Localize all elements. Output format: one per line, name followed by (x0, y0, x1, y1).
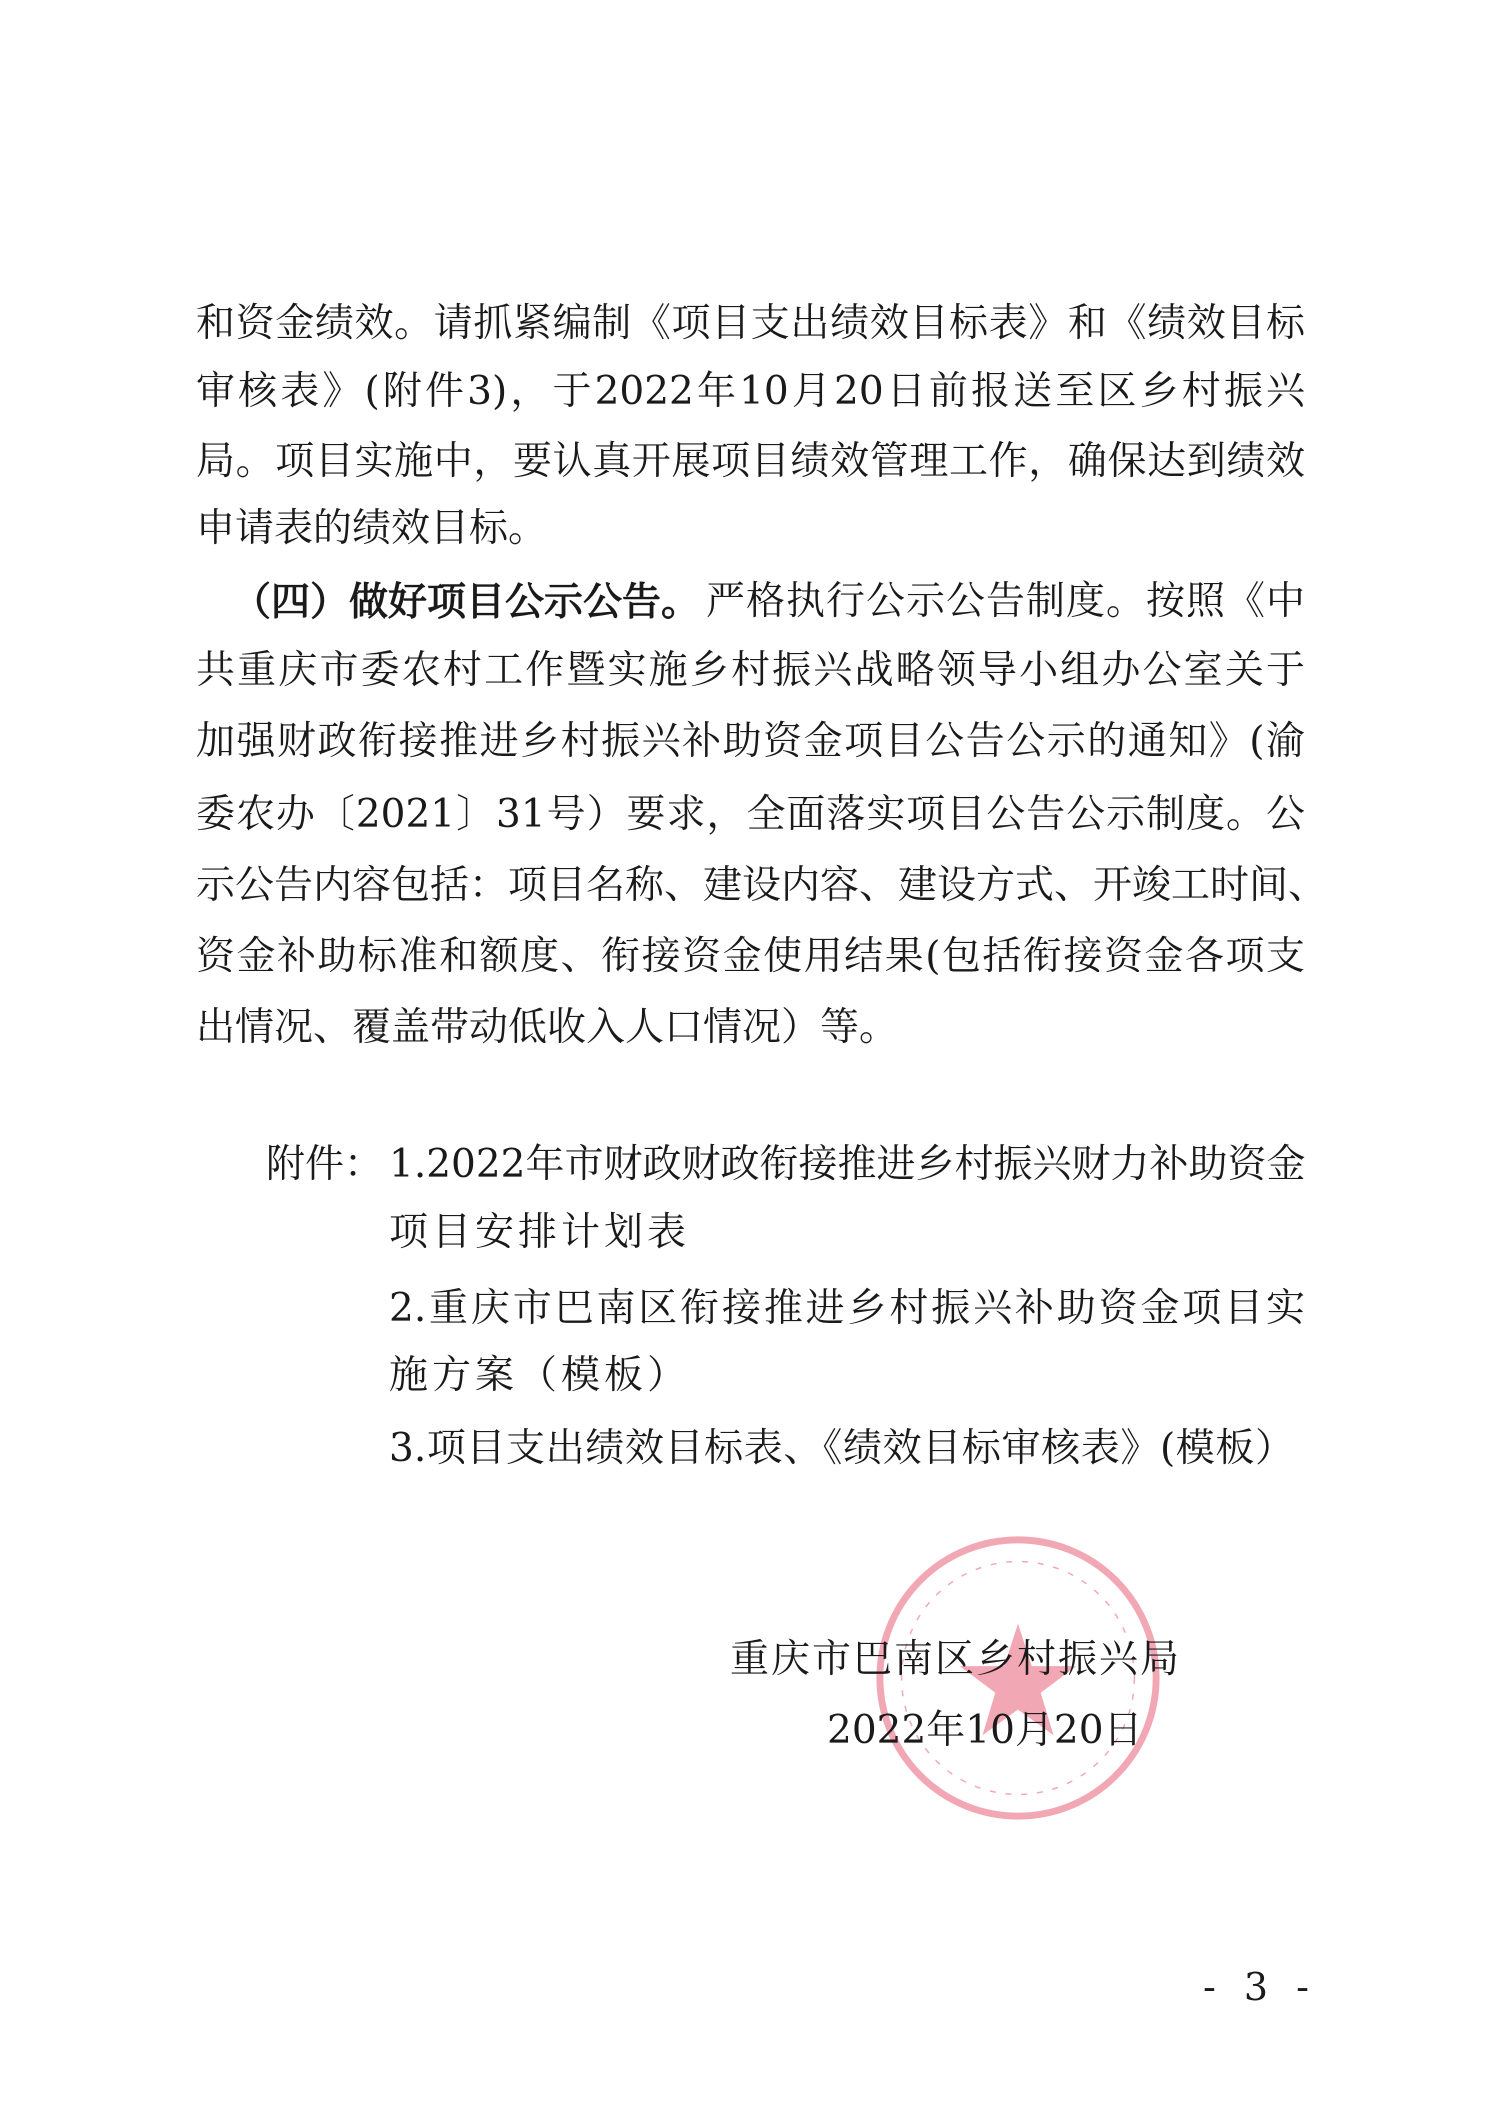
text-line: 审核表》(附件3)，于2022年10月20日前报送至区乡村振兴 (196, 369, 1305, 414)
text-line: 示公告内容包括：项目名称、建设内容、建设方式、开竣工时间、 (196, 863, 1328, 908)
text-segment: 严格执行公示公告制度。按照《中 (706, 579, 1305, 624)
attachment-item-3: 3.项目支出绩效目标表、《绩效目标审核表》(模板） (389, 1426, 1294, 1471)
text-line: 共重庆市委农村工作暨实施乡村振兴战略领导小组办公室关于 (196, 648, 1305, 693)
attachment-item-2-cont: 施方案（模板） (389, 1353, 691, 1398)
text-line: 资金补助标准和额度、衔接资金使用结果(包括衔接资金各项支 (196, 934, 1305, 979)
text-line: 委农办〔2021〕31号）要求，全面落实项目公告公示制度。公 (196, 792, 1305, 837)
text-line: 局。项目实施中，要认真开展项目绩效管理工作，确保达到绩效 (196, 439, 1305, 484)
attachment-item-1: 1.2022年市财政财政衔接推进乡村振兴财力补助资金 (389, 1142, 1306, 1187)
text-line (232, 574, 1305, 630)
text-line: 申请表的绩效目标。 (196, 506, 548, 551)
attachment-item-2: 2.重庆市巴南区衔接推进乡村振兴补助资金项目实 (389, 1286, 1305, 1331)
attachments-label: 附件： (266, 1142, 384, 1187)
signature-organization: 重庆市巴南区乡村振兴局 (730, 1637, 1182, 1682)
attachment-item-1-cont: 项目安排计划表 (389, 1210, 691, 1255)
text-line: 加强财政衔接推进乡村振兴补助资金项目公告公示的通知》(渝 (196, 719, 1305, 764)
text-line: 出情况、覆盖带动低收入人口情况）等。 (196, 1005, 899, 1050)
page-number: - 3 - (1203, 1965, 1318, 2009)
signature-date: 2022年10月20日 (827, 1708, 1143, 1753)
text-line: 和资金绩效。请抓紧编制《项目支出绩效目标表》和《绩效目标 (196, 301, 1305, 346)
section-heading: （四）做好项目公示公告。 (232, 579, 701, 625)
